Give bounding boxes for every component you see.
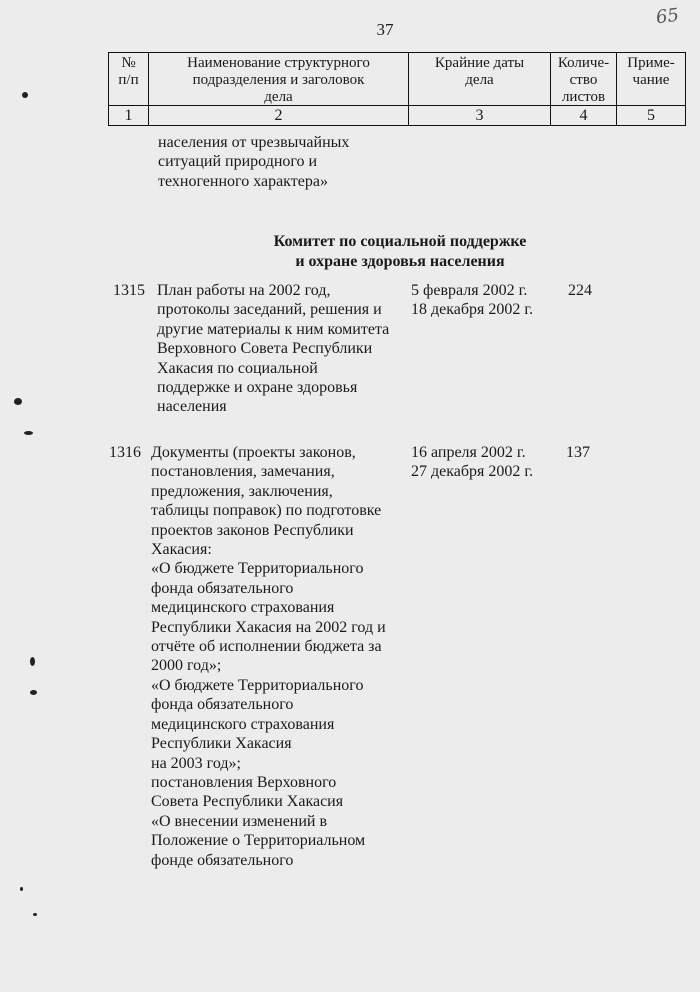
entry-dates: 16 апреля 2002 г. 27 декабря 2002 г. bbox=[411, 444, 534, 481]
scan-speck bbox=[24, 431, 33, 435]
header-cell-number bbox=[108, 52, 148, 106]
column-number-1: 1 bbox=[108, 106, 148, 126]
entry-title: План работы на 2002 год, протоколы заседаний, решения и другие материалы к ним комитета Верховного Совета Республики Хакасия по социальной поддержке и охране здоровья населения bbox=[157, 282, 390, 416]
scan-speck bbox=[30, 657, 35, 666]
header-notes-label: Приме- чание bbox=[627, 55, 675, 88]
entry-number: 1316 bbox=[109, 444, 141, 461]
column-number-5: 5 bbox=[616, 106, 686, 126]
scan-speck bbox=[22, 92, 28, 98]
entry-sheet-count: 137 bbox=[566, 444, 590, 461]
entry-title: Документы (проекты законов, постановления, замечания, предложения, заключения, таблицы поправок) по подготовке проектов законов Республики Хакасия: «О бюджете Территориального фонда обязательного медицинского страхования Республики Хакасия на 2002 год и отчёте об исполнении бюджета за 2000 год»; «О бюджете Территориального фонда обязательного медицинского страхования Республики Хакасия на 2003 год»; постановления Верховного Совета Республики Хакасия «О внесении изменений в Положение о Территориальном фонде обязательного bbox=[151, 444, 386, 869]
header-sheets-label: Количе- ство листов bbox=[557, 55, 610, 105]
header-cell-notes bbox=[616, 52, 686, 106]
header-cell-title bbox=[148, 52, 408, 106]
scan-speck bbox=[33, 913, 37, 916]
column-number-2: 2 bbox=[148, 106, 408, 126]
scan-speck bbox=[20, 887, 23, 891]
scan-speck bbox=[14, 398, 22, 405]
entry-number: 1315 bbox=[113, 282, 145, 299]
header-title-label: Наименование структурного подразделения и заголовок дела bbox=[187, 55, 370, 105]
header-cell-dates bbox=[408, 52, 550, 106]
column-number-4: 4 bbox=[550, 106, 616, 126]
scan-speck bbox=[30, 690, 37, 695]
page-number: 37 bbox=[376, 20, 394, 39]
continuation-text: населения от чрезвычайных ситуаций природного и техногенного характера» bbox=[158, 134, 350, 190]
entry-sheet-count: 224 bbox=[568, 282, 592, 299]
header-dates-label: Крайние даты дела bbox=[434, 55, 525, 88]
header-number-label: № п/п bbox=[118, 55, 139, 88]
header-cell-sheets bbox=[550, 52, 616, 106]
entry-dates: 5 февраля 2002 г. 18 декабря 2002 г. bbox=[411, 282, 534, 319]
handwritten-folio-number: 65 bbox=[654, 4, 681, 29]
section-title: Комитет по социальной поддержке и охране здоровья населения bbox=[273, 233, 527, 270]
column-number-3: 3 bbox=[408, 106, 550, 126]
